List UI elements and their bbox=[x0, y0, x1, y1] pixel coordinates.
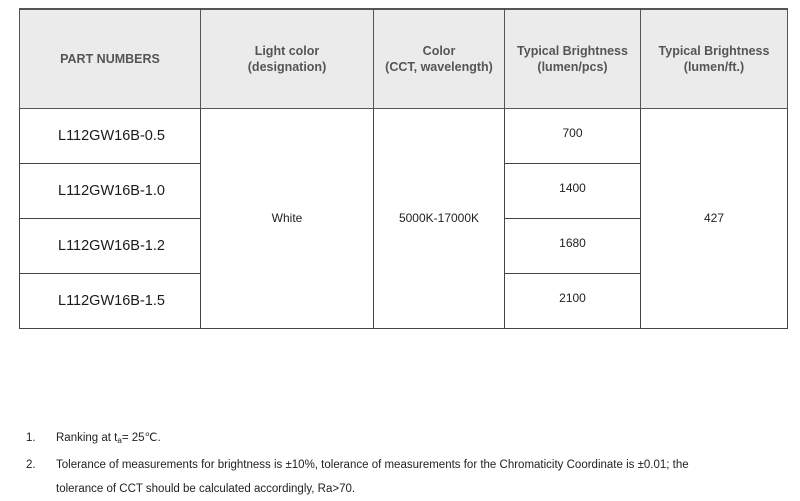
note-number: 1. bbox=[26, 432, 36, 444]
header-color-line2: (CCT, wavelength) bbox=[385, 59, 493, 74]
brightness-ft-cell: 427 bbox=[641, 108, 788, 328]
table-row bbox=[20, 108, 788, 163]
note-subscript: a bbox=[117, 436, 122, 445]
color-cell: 5000K-17000K bbox=[374, 108, 505, 328]
header-brightness-ft-line2: (lumen/ft.) bbox=[683, 59, 745, 74]
header-brightness-pcs bbox=[505, 9, 641, 108]
note-item bbox=[26, 426, 786, 453]
note-text-line1: Tolerance of measurements for brightness is ±10%, tolerance of measurements for the Chromaticity Coordinate is ±0.01; the bbox=[56, 459, 689, 471]
note-item bbox=[26, 453, 786, 501]
header-brightness-pcs-line1: Typical Brightness bbox=[517, 43, 628, 58]
header-light-color-line1: Light color bbox=[254, 43, 320, 58]
header-color bbox=[374, 9, 505, 108]
part-number-cell: L112GW16B-1.2 bbox=[20, 218, 201, 273]
light-color-cell: White bbox=[201, 108, 374, 328]
header-color-line1: Color bbox=[422, 43, 456, 58]
spec-table bbox=[19, 8, 788, 329]
header-brightness-ft bbox=[641, 9, 788, 108]
note-text-line2: tolerance of CCT should be calculated accordingly, Ra>70. bbox=[56, 483, 356, 495]
note-text-prefix: Ranking at t bbox=[56, 432, 118, 444]
part-number-cell: L112GW16B-1.5 bbox=[20, 273, 201, 328]
header-light-color bbox=[201, 9, 374, 108]
brightness-pcs-cell: 2100 bbox=[505, 273, 641, 328]
notes-list bbox=[26, 426, 786, 501]
header-light-color-line2: (designation) bbox=[247, 59, 327, 74]
brightness-pcs-cell: 1400 bbox=[505, 163, 641, 218]
note-number: 2. bbox=[26, 459, 36, 471]
header-part-numbers: PART NUMBERS bbox=[20, 9, 201, 108]
header-brightness-pcs-line2: (lumen/pcs) bbox=[537, 59, 608, 74]
part-number-cell: L112GW16B-0.5 bbox=[20, 108, 201, 163]
note-text-suffix: = 25℃. bbox=[121, 432, 161, 444]
brightness-pcs-cell: 1680 bbox=[505, 218, 641, 273]
brightness-pcs-cell: 700 bbox=[505, 108, 641, 163]
header-row bbox=[20, 9, 788, 108]
header-brightness-ft-line1: Typical Brightness bbox=[658, 43, 770, 58]
part-number-cell: L112GW16B-1.0 bbox=[20, 163, 201, 218]
